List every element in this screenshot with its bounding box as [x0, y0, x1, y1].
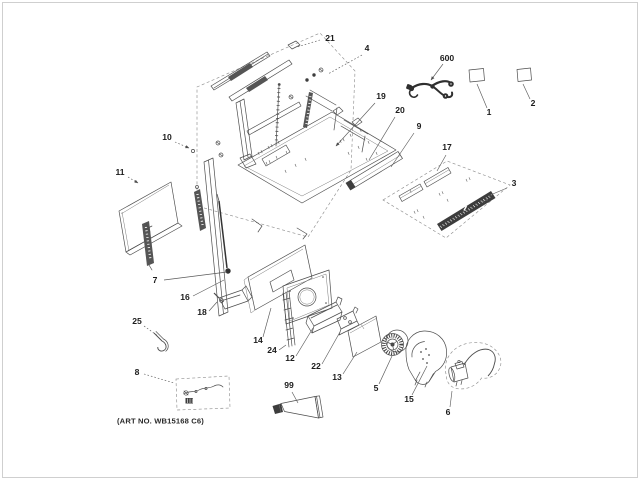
leader-line-18 — [209, 302, 217, 311]
part-11-side-panel — [119, 182, 182, 270]
part-6-motor — [445, 342, 501, 389]
leader-line-16 — [193, 280, 224, 296]
part-label-1: 1 — [486, 107, 492, 117]
leader-line-25 — [144, 326, 158, 336]
part-label-10: 10 — [162, 132, 172, 142]
leader-line-8 — [144, 374, 174, 383]
part-label-22: 22 — [311, 361, 321, 371]
part-7-support-frame — [204, 158, 252, 316]
part-24-frame-ring — [283, 270, 332, 347]
part-label-17: 17 — [442, 142, 452, 152]
leader-line-24 — [279, 345, 286, 350]
page-border — [3, 3, 638, 478]
leader-line-21 — [297, 40, 320, 47]
leader-line-5 — [379, 356, 392, 384]
part-17-slots — [399, 168, 451, 202]
leader-line-15 — [412, 366, 427, 395]
part-label-19: 19 — [376, 91, 386, 101]
leader-line-13 — [343, 352, 357, 374]
part-label-21: 21 — [325, 33, 335, 43]
chassis-frame-assembly — [191, 41, 396, 239]
leader-line-20 — [369, 117, 395, 160]
part-3-vent-panel — [383, 161, 510, 238]
part-4-cabinet-phantom-outline — [197, 33, 355, 237]
part-label-2: 2 — [530, 98, 536, 108]
leader-line-9 — [391, 133, 414, 167]
leader-line-600 — [431, 64, 443, 80]
part-13-plate — [348, 316, 381, 357]
part-label-4: 4 — [364, 43, 370, 53]
part-label-15: 15 — [404, 394, 414, 404]
part-15-blower-housing — [406, 331, 447, 387]
part-label-13: 13 — [332, 372, 342, 382]
part-label-14: 14 — [253, 335, 263, 345]
part-label-5: 5 — [373, 383, 379, 393]
leader-line-11 — [128, 177, 138, 183]
leader-line-7 — [164, 272, 227, 280]
part-label-600: 600 — [439, 53, 455, 63]
part-label-6: 6 — [445, 407, 451, 417]
part-labels-layer — [115, 33, 535, 417]
grille-strip — [437, 191, 496, 231]
part-label-24: 24 — [267, 345, 277, 355]
part-label-18: 18 — [197, 307, 207, 317]
part-label-8: 8 — [134, 367, 140, 377]
leader-line-14 — [263, 308, 271, 337]
leader-line-6 — [450, 391, 452, 407]
part-8-thermostat-kit — [176, 376, 230, 410]
leader-line-1 — [477, 84, 487, 108]
part-5-blower-wheel — [382, 330, 409, 356]
motor-wire — [464, 349, 495, 376]
part-2-plate — [517, 68, 532, 82]
part-label-12: 12 — [285, 353, 295, 363]
part-label-9: 9 — [416, 121, 422, 131]
part-99-tube — [273, 396, 324, 418]
leader-line-10 — [175, 142, 189, 148]
part-label-11: 11 — [115, 167, 125, 177]
part-label-25: 25 — [132, 316, 142, 326]
part-9-20-bar — [346, 152, 403, 191]
leader-line-22 — [322, 332, 340, 364]
part-1-plate — [469, 69, 485, 83]
part-label-16: 16 — [180, 292, 190, 302]
part-600-wiring-harness — [406, 81, 454, 99]
leader-line-2 — [523, 84, 530, 99]
leader-line-12 — [296, 328, 313, 356]
part-label-3: 3 — [511, 178, 517, 188]
part-14-panel — [244, 245, 312, 313]
art-number-text: (ART NO. WB15168 C6) — [117, 416, 204, 426]
part-label-7: 7 — [152, 275, 158, 285]
leader-line-17 — [437, 155, 446, 171]
part-21-clip — [288, 41, 300, 49]
part-label-20: 20 — [395, 105, 405, 115]
leader-line-4 — [328, 55, 362, 74]
part-label-99: 99 — [284, 380, 294, 390]
